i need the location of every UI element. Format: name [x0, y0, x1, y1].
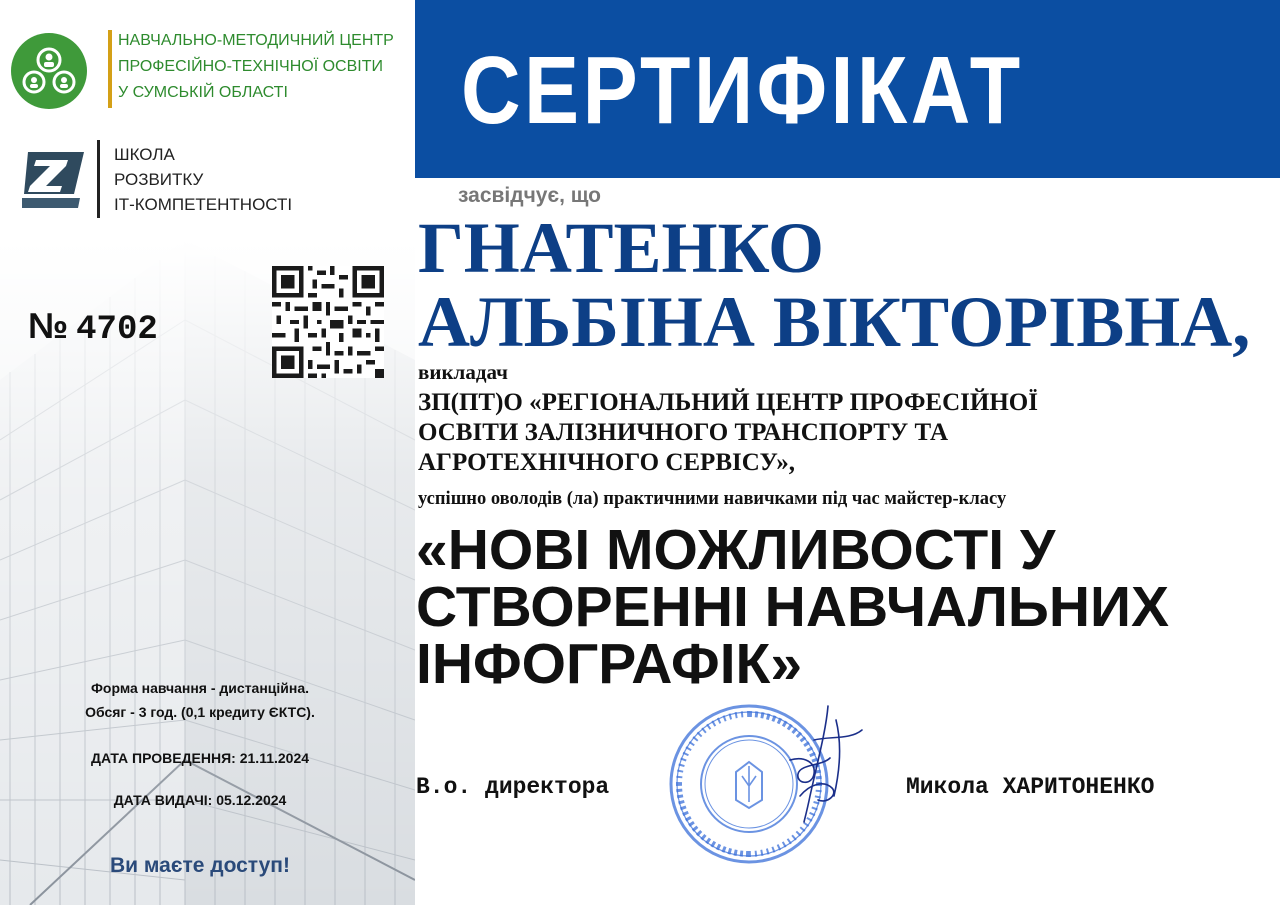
- institution-name: [418, 388, 1038, 478]
- org1-block: [8, 28, 408, 112]
- study-volume: Обсяг - 3 год. (0,1 кредиту ЄКТС).: [85, 704, 315, 720]
- recipient-given-names: АЛЬБІНА ВІКТОРІВНА,: [418, 282, 1251, 362]
- held-date: ДАТА ПРОВЕДЕННЯ: 21.11.2024: [90, 750, 310, 766]
- mastered-text: успішно оволодів (ла) практичними навичками під час майстер-класу: [418, 489, 1007, 509]
- recipient-position: викладач: [418, 360, 508, 384]
- institution-line: ОСВІТИ ЗАЛІЗНИЧНОГО ТРАНСПОРТУ ТА: [418, 419, 949, 446]
- org1-line: У СУМСЬКІЙ ОБЛАСТІ: [118, 84, 288, 101]
- signer-name: Микола ХАРИТОНЕНКО: [906, 774, 1155, 800]
- org2-divider: [97, 140, 100, 218]
- number-sign: №: [28, 305, 69, 346]
- org2-line: ШКОЛА: [114, 145, 175, 164]
- study-form: Форма навчання - дистанційна.: [90, 680, 310, 696]
- org2-name: [114, 142, 292, 217]
- access-slogan: Ви маєте доступ!: [110, 854, 290, 877]
- course-title-line: «НОВІ МОЖЛИВОСТІ У: [416, 518, 1056, 582]
- gears-people-icon: [8, 32, 90, 110]
- left-panel: [0, 0, 415, 905]
- certificate-number: [28, 305, 158, 349]
- laptop-z-icon: [22, 148, 92, 212]
- certificate-title: СЕРТИФІКАТ: [461, 37, 1024, 144]
- org1-name: [118, 28, 394, 106]
- course-info: [0, 676, 400, 812]
- course-title-line: ІНФОГРАФІК»: [416, 632, 803, 696]
- org2-line: ІТ-КОМПЕТЕНТНОСТІ: [114, 195, 293, 214]
- certifies-text: засвідчує, що: [458, 184, 602, 207]
- institution-line: ЗП(ПТ)О «РЕГІОНАЛЬНИЙ ЦЕНТР ПРОФЕСІЙНОЇ: [418, 389, 1038, 416]
- signer-position: В.о. директора: [416, 774, 610, 800]
- recipient-surname: ГНАТЕНКО: [418, 208, 824, 288]
- signature-icon: [770, 700, 870, 830]
- qr-code-icon[interactable]: [272, 266, 384, 378]
- institution-line: АГРОТЕХНІЧНОГО СЕРВІСУ»,: [418, 449, 795, 476]
- org2-block: [22, 140, 412, 220]
- title-banner: [415, 0, 1280, 178]
- org1-divider: [108, 30, 112, 108]
- certificate-number-value: 4702: [76, 311, 158, 349]
- org1-line: НАВЧАЛЬНО-МЕТОДИЧНИЙ ЦЕНТР: [118, 32, 394, 49]
- course-title: [416, 518, 1170, 696]
- issued-date: ДАТА ВИДАЧІ: 05.12.2024: [113, 792, 287, 808]
- org2-line: РОЗВИТКУ: [114, 170, 204, 189]
- org1-line: ПРОФЕСІЙНО-ТЕХНІЧНОЇ ОСВІТИ: [118, 58, 383, 75]
- course-title-line: СТВОРЕННІ НАВЧАЛЬНИХ: [416, 575, 1170, 639]
